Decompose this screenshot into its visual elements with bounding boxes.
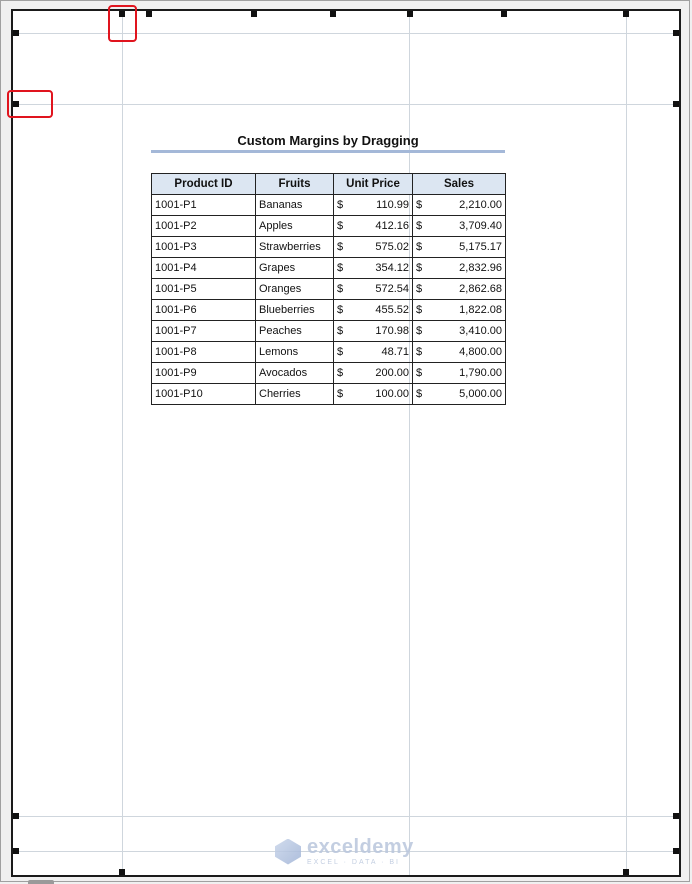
cell-product-id: 1001-P8 xyxy=(152,342,256,363)
unit-price-value: 575.02 xyxy=(375,241,409,253)
sales-value: 1,790.00 xyxy=(459,367,502,379)
title-underline xyxy=(151,150,505,153)
cell-sales xyxy=(413,321,506,342)
window-tab-indicator xyxy=(28,880,54,884)
watermark-tagline: EXCEL · DATA · BI xyxy=(307,859,400,866)
cell-unit-price xyxy=(334,237,413,258)
currency-symbol: $ xyxy=(337,220,344,232)
currency-symbol: $ xyxy=(416,304,423,316)
footer-margin-handle-right[interactable] xyxy=(673,848,679,854)
cell-fruit: Avocados xyxy=(256,363,334,384)
currency-symbol: $ xyxy=(337,325,344,337)
cell-unit-price xyxy=(334,384,413,405)
currency-symbol: $ xyxy=(337,241,344,253)
cell-fruit: Blueberries xyxy=(256,300,334,321)
unit-price-value: 100.00 xyxy=(375,388,409,400)
header-product-id: Product ID xyxy=(152,174,256,195)
sales-value: 4,800.00 xyxy=(459,346,502,358)
unit-price-value: 455.52 xyxy=(375,304,409,316)
cell-unit-price xyxy=(334,279,413,300)
watermark xyxy=(275,837,414,866)
sales-value: 2,210.00 xyxy=(459,199,502,211)
column-handle-e[interactable] xyxy=(501,11,507,17)
footer-margin-handle-left[interactable] xyxy=(13,848,19,854)
sales-value: 5,175.17 xyxy=(459,241,502,253)
cell-fruit: Cherries xyxy=(256,384,334,405)
sales-value: 3,410.00 xyxy=(459,325,502,337)
table-row xyxy=(152,237,506,258)
cell-product-id: 1001-P6 xyxy=(152,300,256,321)
sales-value: 3,709.40 xyxy=(459,220,502,232)
left-margin-line[interactable] xyxy=(122,11,123,875)
column-handle-c[interactable] xyxy=(330,11,336,17)
cell-product-id: 1001-P2 xyxy=(152,216,256,237)
top-margin-handle-right[interactable] xyxy=(673,101,679,107)
table-row xyxy=(152,384,506,405)
currency-symbol: $ xyxy=(337,304,344,316)
table-header-row xyxy=(152,174,506,195)
cell-sales xyxy=(413,237,506,258)
cell-sales xyxy=(413,216,506,237)
currency-symbol: $ xyxy=(416,220,423,232)
print-preview-page xyxy=(11,9,681,877)
currency-symbol: $ xyxy=(416,325,423,337)
currency-symbol: $ xyxy=(337,283,344,295)
column-handle-d[interactable] xyxy=(407,11,413,17)
sales-value: 2,862.68 xyxy=(459,283,502,295)
cell-unit-price xyxy=(334,363,413,384)
bottom-margin-handle-left[interactable] xyxy=(13,813,19,819)
currency-symbol: $ xyxy=(337,346,344,358)
cell-unit-price xyxy=(334,300,413,321)
cell-unit-price xyxy=(334,258,413,279)
cell-product-id: 1001-P3 xyxy=(152,237,256,258)
header-fruits: Fruits xyxy=(256,174,334,195)
cell-unit-price xyxy=(334,321,413,342)
cell-fruit: Lemons xyxy=(256,342,334,363)
header-margin-handle-right[interactable] xyxy=(673,30,679,36)
unit-price-value: 48.71 xyxy=(381,346,409,358)
cell-product-id: 1001-P7 xyxy=(152,321,256,342)
exceldemy-logo-icon xyxy=(275,839,301,865)
cell-sales xyxy=(413,363,506,384)
unit-price-value: 412.16 xyxy=(375,220,409,232)
sales-value: 2,832.96 xyxy=(459,262,502,274)
cell-unit-price xyxy=(334,195,413,216)
table-row xyxy=(152,342,506,363)
bottom-margin-handle-right[interactable] xyxy=(673,813,679,819)
cell-product-id: 1001-P10 xyxy=(152,384,256,405)
currency-symbol: $ xyxy=(416,346,423,358)
header-unit-price: Unit Price xyxy=(334,174,413,195)
currency-symbol: $ xyxy=(337,262,344,274)
header-sales: Sales xyxy=(413,174,506,195)
table-row xyxy=(152,321,506,342)
cell-fruit: Bananas xyxy=(256,195,334,216)
cell-product-id: 1001-P1 xyxy=(152,195,256,216)
cell-fruit: Apples xyxy=(256,216,334,237)
cell-unit-price xyxy=(334,216,413,237)
cell-fruit: Grapes xyxy=(256,258,334,279)
watermark-brand: exceldemy xyxy=(307,836,414,858)
table-row xyxy=(152,300,506,321)
cell-fruit: Peaches xyxy=(256,321,334,342)
cell-product-id: 1001-P5 xyxy=(152,279,256,300)
cell-sales xyxy=(413,195,506,216)
unit-price-value: 200.00 xyxy=(375,367,409,379)
table-row xyxy=(152,216,506,237)
top-margin-line[interactable] xyxy=(13,104,679,105)
table-row xyxy=(152,363,506,384)
currency-symbol: $ xyxy=(416,262,423,274)
unit-price-value: 572.54 xyxy=(375,283,409,295)
sales-value: 5,000.00 xyxy=(459,388,502,400)
currency-symbol: $ xyxy=(416,199,423,211)
cell-unit-price xyxy=(334,342,413,363)
table-row xyxy=(152,195,506,216)
right-margin-line[interactable] xyxy=(626,11,627,875)
header-margin-handle-left[interactable] xyxy=(13,30,19,36)
unit-price-value: 170.98 xyxy=(375,325,409,337)
currency-symbol: $ xyxy=(337,367,344,379)
currency-symbol: $ xyxy=(337,199,344,211)
unit-price-value: 110.99 xyxy=(376,199,409,211)
table-row xyxy=(152,279,506,300)
cell-fruit: Oranges xyxy=(256,279,334,300)
right-margin-handle-bottom[interactable] xyxy=(623,869,629,875)
currency-symbol: $ xyxy=(416,388,423,400)
sheet-title: Custom Margins by Dragging xyxy=(237,133,419,148)
column-handle-b[interactable] xyxy=(251,11,257,17)
table-row xyxy=(152,258,506,279)
bottom-margin-line[interactable] xyxy=(13,816,679,817)
highlight-left-margin-handle xyxy=(108,5,137,42)
cell-sales xyxy=(413,279,506,300)
column-handle-a[interactable] xyxy=(146,11,152,17)
cell-product-id: 1001-P9 xyxy=(152,363,256,384)
data-table xyxy=(151,173,506,405)
cell-sales xyxy=(413,384,506,405)
cell-sales xyxy=(413,258,506,279)
cell-sales xyxy=(413,300,506,321)
sales-value: 1,822.08 xyxy=(459,304,502,316)
cell-sales xyxy=(413,342,506,363)
cell-product-id: 1001-P4 xyxy=(152,258,256,279)
unit-price-value: 354.12 xyxy=(375,262,409,274)
currency-symbol: $ xyxy=(337,388,344,400)
highlight-top-margin-handle xyxy=(7,90,53,118)
currency-symbol: $ xyxy=(416,283,423,295)
right-margin-handle-top[interactable] xyxy=(623,11,629,17)
currency-symbol: $ xyxy=(416,367,423,379)
left-margin-handle-bottom[interactable] xyxy=(119,869,125,875)
currency-symbol: $ xyxy=(416,241,423,253)
cell-fruit: Strawberries xyxy=(256,237,334,258)
